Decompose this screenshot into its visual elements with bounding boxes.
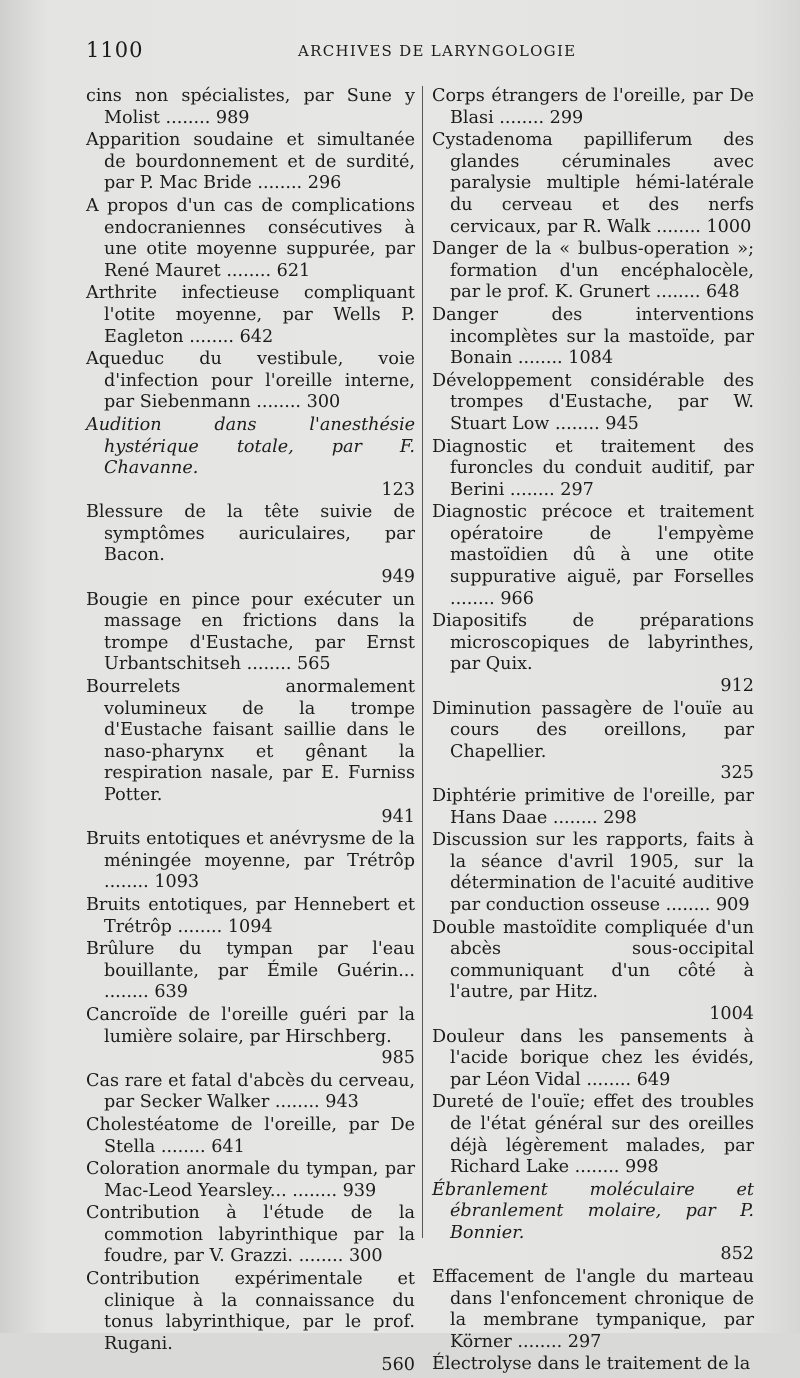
entry-text: Bourrelets anormalement volumineux de la trompe d'Eustache faisant saillie dans le naso-pharynx et gênant la respiration nasale, par E. Furniss Potter.	[86, 677, 415, 805]
index-entry	[86, 502, 415, 588]
entry-page-number: 560	[381, 1355, 415, 1376]
entry-page-number: 985	[381, 1048, 415, 1069]
entry-text: Arthrite infectieuse compliquant l'otite moyenne, par Wells P. Eagleton	[86, 283, 415, 347]
entry-page-number: 299	[549, 107, 584, 128]
entry-page-number: 949	[381, 567, 415, 588]
entry-text: Ébranlement moléculaire et ébranlement molaire, par P. Bonnier.	[432, 1179, 754, 1243]
index-entry: Bruits entotiques et anévrysme de la méningée moyenne, par Trétrôp ........ 1093	[86, 829, 415, 893]
entry-page-number: 300	[306, 392, 341, 413]
entry-text: Diagnostic et traitement des furoncles du conduit auditif, par Berini	[432, 436, 754, 500]
index-entry: Aqueduc du vestibule, voie d'infection pour l'oreille interne, par Siebenmann ........ 300	[86, 349, 415, 413]
index-entry: cins non spécialistes, par Sune y Molist ........ 989	[86, 86, 415, 128]
entry-page-number: 297	[567, 1331, 602, 1352]
entry-page-number: 649	[636, 1069, 671, 1090]
index-entry: Apparition soudaine et simultanée de bourdonnement et de surdité, par P. Mac Bride ........ 296	[86, 130, 415, 194]
entry-text: Cystadenoma papilliferum des glandes céruminales avec paralysie multiple hémi-latérale du cerveau et des nerfs cervicaux, par R. Walk	[432, 130, 754, 237]
entry-text: Cas rare et fatal d'abcès du cerveau, par Secker Walker	[86, 1070, 415, 1113]
entry-page-number: 123	[381, 479, 415, 500]
entry-page-number: 912	[720, 676, 754, 697]
index-entry	[432, 1354, 754, 1376]
entry-text: Diphtérie primitive de l'oreille, par Hans Daae	[432, 786, 754, 828]
entry-page-number: 941	[381, 806, 415, 827]
index-entry: Danger de la « bulbus-operation »; formation d'un encéphalocèle, par le prof. K. Grunert ........ 648	[432, 239, 754, 303]
entry-page-number: 1094	[227, 916, 273, 937]
entry-page-number: 945	[605, 413, 639, 434]
entry-text: Coloration anormale du tympan, par Mac-Leod Yearsley...	[86, 1159, 415, 1201]
entry-page-number: 1004	[709, 1003, 754, 1024]
entry-text: Apparition soudaine et simultanée de bourdonnement et de surdité, par P. Mac Bride	[86, 130, 415, 194]
running-title: ARCHIVES DE LARYNGOLOGIE	[298, 42, 577, 60]
index-entry	[432, 1180, 754, 1266]
entry-page-number: 298	[603, 807, 637, 828]
entry-text: Brûlure du tympan par l'eau bouillante, par Émile Guérin...	[86, 939, 415, 981]
entry-page-number: 1000	[706, 216, 752, 237]
entry-text: A propos d'un cas de complications endocraniennes consécutives à une otite moyenne suppurée, par René Mauret	[86, 195, 415, 281]
entry-text: Discussion sur les rapports, faits à la séance d'avril 1905, sur la détermination de l'acuité auditive par conduction osseuse	[432, 830, 754, 915]
index-entry: Brûlure du tympan par l'eau bouillante, par Émile Guérin... ........ 639	[86, 939, 415, 1003]
index-entry: Corps étrangers de l'oreille, par De Blasi ........ 299	[432, 86, 754, 128]
index-entry: Diagnostic précoce et traitement opératoire de l'empyème mastoïdien dû à une otite suppurative aiguë, par Forselles ........ 966	[432, 502, 754, 609]
entry-text: Cholestéatome de l'oreille, par De Stella	[86, 1114, 415, 1157]
index-entry	[86, 415, 415, 501]
entry-page-number: 639	[154, 982, 188, 1003]
index-entry	[86, 677, 415, 828]
entry-text: Diagnostic précoce et traitement opératoire de l'empyème mastoïdien dû à une otite suppurative aiguë, par Forselles	[432, 502, 754, 588]
entry-page-number: 909	[715, 894, 750, 915]
index-entry	[432, 699, 754, 785]
entry-page-number: 852	[720, 1244, 754, 1265]
entry-page-number: 966	[500, 588, 534, 609]
entry-page-number: 565	[297, 654, 331, 675]
entry-text: Danger des interventions incomplètes sur la mastoïde, par Bonain	[432, 304, 754, 369]
index-entry: Cas rare et fatal d'abcès du cerveau, par Secker Walker ........ 943	[86, 1070, 415, 1113]
entry-text: Électrolyse dans le traitement de la	[432, 1354, 751, 1375]
entry-text: Dureté de l'ouïe; effet des troubles de l'état général sur des oreilles déjà légèrement malades, par Richard Lake	[432, 1092, 754, 1178]
entry-text: Blessure de la tête suivie de symptômes auriculaires, par Bacon.	[86, 502, 415, 566]
index-entry	[432, 918, 754, 1026]
index-entry: Contribution à l'étude de la commotion labyrinthique par la foudre, par V. Grazzi. ........ 300	[86, 1203, 415, 1267]
entry-text: Corps étrangers de l'oreille, par De Blasi	[432, 86, 754, 128]
index-entry: Cystadenoma papilliferum des glandes céruminales avec paralysie multiple hémi-latérale du cerveau et des nerfs cervicaux, par R. Walk ........ 1000	[432, 130, 754, 237]
entry-text: Audition dans l'anesthésie hystérique totale, par F. Chavanne.	[86, 414, 415, 479]
entry-text: Cancroïde de l'oreille guéri par la lumière solaire, par Hirschberg.	[86, 1004, 415, 1047]
index-entry: Discussion sur les rapports, faits à la séance d'avril 1905, sur la détermination de l'acuité auditive par conduction osseuse ........ 909	[432, 830, 754, 915]
index-entry: Bougie en pince pour exécuter un massage en frictions dans la trompe d'Eustache, par Ernst Urbantschitseh ........ 565	[86, 589, 415, 675]
entry-text: Contribution expérimentale et clinique à la connaissance du tonus labyrinthique, par le prof. Rugani.	[86, 1269, 415, 1354]
entry-page-number: 300	[348, 1246, 383, 1267]
right-column	[432, 86, 754, 1377]
index-entry	[86, 1005, 415, 1070]
entry-page-number: 621	[276, 260, 311, 281]
index-entry	[432, 611, 754, 697]
entry-text: Bougie en pince pour exécuter un massage en frictions dans la trompe d'Eustache, par Ernst Urbantschitseh	[86, 589, 415, 675]
index-entry: Effacement de l'angle du marteau dans l'enfoncement chronique de la membrane tympanique, par Körner ........ 297	[432, 1267, 754, 1352]
index-entry: Diphtérie primitive de l'oreille, par Hans Daae ........ 298	[432, 786, 754, 828]
entry-page-number: 998	[625, 1157, 659, 1178]
entry-text: Effacement de l'angle du marteau dans l'enfoncement chronique de la membrane tympanique, par Körner	[432, 1267, 754, 1352]
index-entry: Bruits entotiques, par Hennebert et Trétrôp ........ 1094	[86, 894, 415, 937]
entry-page-number: 296	[307, 173, 342, 194]
page-number: 1100	[86, 38, 144, 62]
entry-page-number: 939	[342, 1180, 377, 1201]
entry-text: Double mastoïdite compliquée d'un abcès sous-occipital communiquant d'un côté à l'autre, par Hitz.	[432, 917, 754, 1003]
entry-page-number: 297	[560, 479, 594, 500]
index-entry	[86, 1269, 415, 1377]
entry-text: cins non spécialistes, par Sune y Molist	[86, 86, 415, 128]
entry-text: Aqueduc du vestibule, voie d'infection pour l'oreille interne, par Siebenmann	[86, 349, 415, 413]
index-entry: Arthrite infectieuse compliquant l'otite moyenne, par Wells P. Eagleton ........ 642	[86, 283, 415, 347]
index-entry: Développement considérable des trompes d'Eustache, par W. Stuart Low ........ 945	[432, 370, 754, 434]
entry-text: Bruits entotiques, par Hennebert et Trétrôp	[86, 894, 415, 937]
index-entry: A propos d'un cas de complications endocraniennes consécutives à une otite moyenne suppurée, par René Mauret ........ 621	[86, 195, 415, 281]
entry-text: Douleur dans les pansements à l'acide borique chez les évidés, par Léon Vidal	[432, 1026, 754, 1090]
entry-page-number: 641	[211, 1136, 245, 1157]
page-header	[86, 38, 776, 64]
left-column	[86, 86, 415, 1378]
index-entry: Diagnostic et traitement des furoncles du conduit auditif, par Berini ........ 297	[432, 436, 754, 500]
index-entry: Cholestéatome de l'oreille, par De Stella ........ 641	[86, 1114, 415, 1157]
entry-page-number: 943	[325, 1092, 359, 1113]
entry-text: Danger de la « bulbus-operation »; formation d'un encéphalocèle, par le prof. K. Grunert	[432, 239, 754, 303]
entry-text: Contribution à l'étude de la commotion labyrinthique par la foudre, par V. Grazzi.	[86, 1203, 415, 1267]
index-entry: Danger des interventions incomplètes sur la mastoïde, par Bonain ........ 1084	[432, 304, 754, 369]
index-entry: Dureté de l'ouïe; effet des troubles de l'état général sur des oreilles déjà légèrement malades, par Richard Lake ........ 998	[432, 1092, 754, 1178]
column-divider	[422, 86, 423, 1238]
index-entry: Douleur dans les pansements à l'acide borique chez les évidés, par Léon Vidal ........ 649	[432, 1026, 754, 1090]
entry-text: Diminution passagère de l'ouïe au cours des oreillons, par Chapellier.	[432, 698, 754, 762]
entry-page-number: 642	[239, 326, 274, 347]
entry-page-number: 648	[706, 282, 740, 303]
entry-page-number: 1084	[568, 348, 614, 369]
entry-text: Développement considérable des trompes d'Eustache, par W. Stuart Low	[432, 370, 754, 434]
entry-text: Bruits entotiques et anévrysme de la méningée moyenne, par Trétrôp	[86, 829, 415, 871]
entry-page-number: 1093	[154, 872, 200, 893]
entry-text: Diapositifs de préparations microscopiques de labyrinthes, par Quix.	[432, 611, 754, 675]
entry-page-number: 989	[215, 107, 250, 128]
index-entry: Coloration anormale du tympan, par Mac-Leod Yearsley... ........ 939	[86, 1159, 415, 1201]
entry-page-number: 325	[720, 763, 754, 784]
